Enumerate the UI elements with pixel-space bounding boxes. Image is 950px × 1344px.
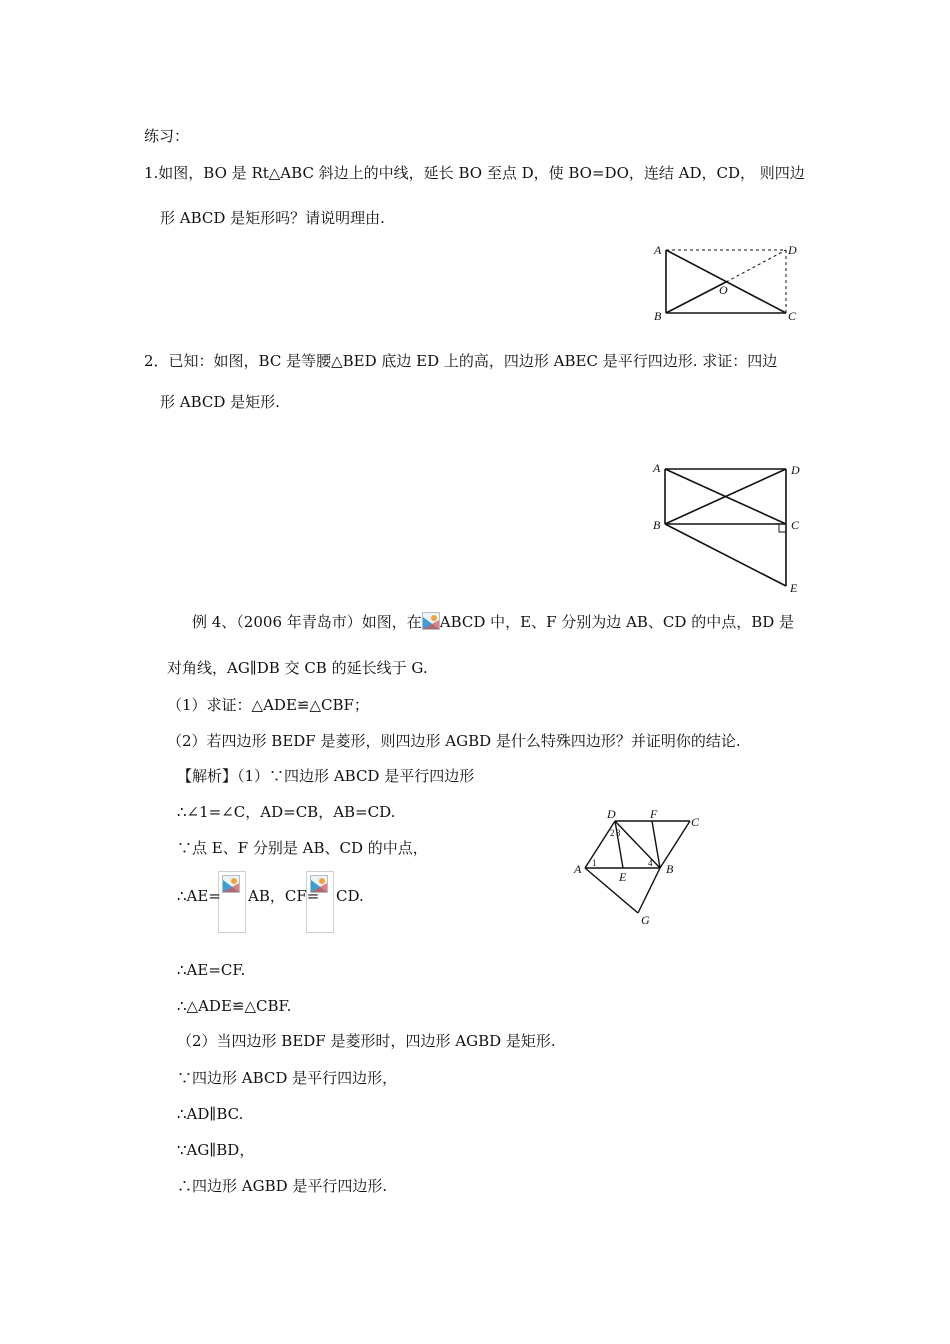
solution-s6: （2）当四边形 BEDF 是菱形时，四边形 AGBD 是矩形. (177, 1032, 556, 1050)
ex4-line1 (192, 612, 794, 632)
solution-s7: ∵四边形 ABCD 是平行四边形， (177, 1069, 398, 1087)
solution-s10: ∴四边形 AGBD 是平行四边形. (177, 1177, 388, 1195)
heading: 练习： (144, 127, 190, 145)
fig1-label-o: O (719, 283, 728, 297)
ex4-part1: （1）求证：△ADE≌△CBF； (167, 696, 369, 714)
fig3-label-f: F (650, 807, 658, 821)
fraction-image-1 (218, 871, 246, 933)
solution-s2: ∵点 E、F 分别是 AB、CD 的中点， (177, 839, 428, 857)
fig2-label-c: C (791, 518, 800, 532)
broken-image-icon (422, 612, 440, 630)
figure-2-rectangle (648, 458, 808, 596)
fig2-label-b: B (653, 518, 661, 532)
q1-line2: 形 ABCD 是矩形吗？请说明理由. (160, 209, 385, 227)
solution-title: 【解析】（1）∵四边形 ABCD 是平行四边形 (177, 767, 475, 785)
solution-s3-a: ∴AE= (177, 887, 221, 905)
q1-line1: 1.如图，BO 是 Rt△ABC 斜边上的中线，延长 BO 至点 D，使 BO=DO，连结 AD，CD， 则四边 (144, 164, 805, 182)
solution-s3-b: AB，CF= (248, 887, 320, 905)
fig2-label-e: E (790, 581, 798, 595)
ex4-line1-b: ABCD 中，E、F 分别为边 AB、CD 的中点，BD 是 (439, 613, 795, 631)
solution-s1: ∴∠1=∠C，AD=CB，AB=CD. (177, 803, 396, 821)
fig3-label-b: B (666, 862, 674, 876)
fig3-label-a: A (574, 862, 582, 876)
fig3-angle-1: 1 (592, 858, 597, 868)
fig1-label-a: A (654, 243, 662, 257)
fig2-label-a: A (653, 461, 661, 475)
q2-line2: 形 ABCD 是矩形. (160, 393, 280, 411)
solution-s5: ∴△ADE≌△CBF. (177, 997, 292, 1015)
figure-3-parallelogram (570, 805, 710, 925)
fig3-label-e: E (619, 870, 627, 884)
fig3-angle-2: 2 (610, 828, 615, 838)
fig1-label-b: B (654, 309, 662, 323)
solution-s4: ∴AE=CF. (177, 961, 246, 979)
fig3-label-g: G (641, 913, 650, 925)
ex4-line1-a: 例 4、（2006 年青岛市）如图，在 (192, 613, 422, 631)
figure-1-rectangle (648, 240, 808, 326)
ex4-part2: （2）若四边形 BEDF 是菱形，则四边形 AGBD 是什么特殊四边形？并证明你的结论. (167, 732, 741, 750)
ex4-line2: 对角线，AG∥DB 交 CB 的延长线于 G. (167, 659, 428, 677)
fig3-label-d: D (607, 807, 616, 821)
fig3-label-c: C (691, 815, 700, 829)
fig1-label-d: D (788, 243, 797, 257)
fig2-label-d: D (791, 463, 800, 477)
solution-s9: ∵AG∥BD， (177, 1141, 255, 1159)
broken-image-icon (222, 875, 240, 893)
q2-line1: 2．已知：如图，BC 是等腰△BED 底边 ED 上的高，四边形 ABEC 是平行四边形. 求证：四边 (144, 352, 778, 370)
solution-s8: ∴AD∥BC. (177, 1105, 244, 1123)
fig3-angle-4: 4 (648, 858, 653, 868)
fig1-label-c: C (788, 309, 797, 323)
solution-s3-c: CD. (336, 887, 364, 905)
fig3-angle-3: 3 (616, 828, 621, 838)
